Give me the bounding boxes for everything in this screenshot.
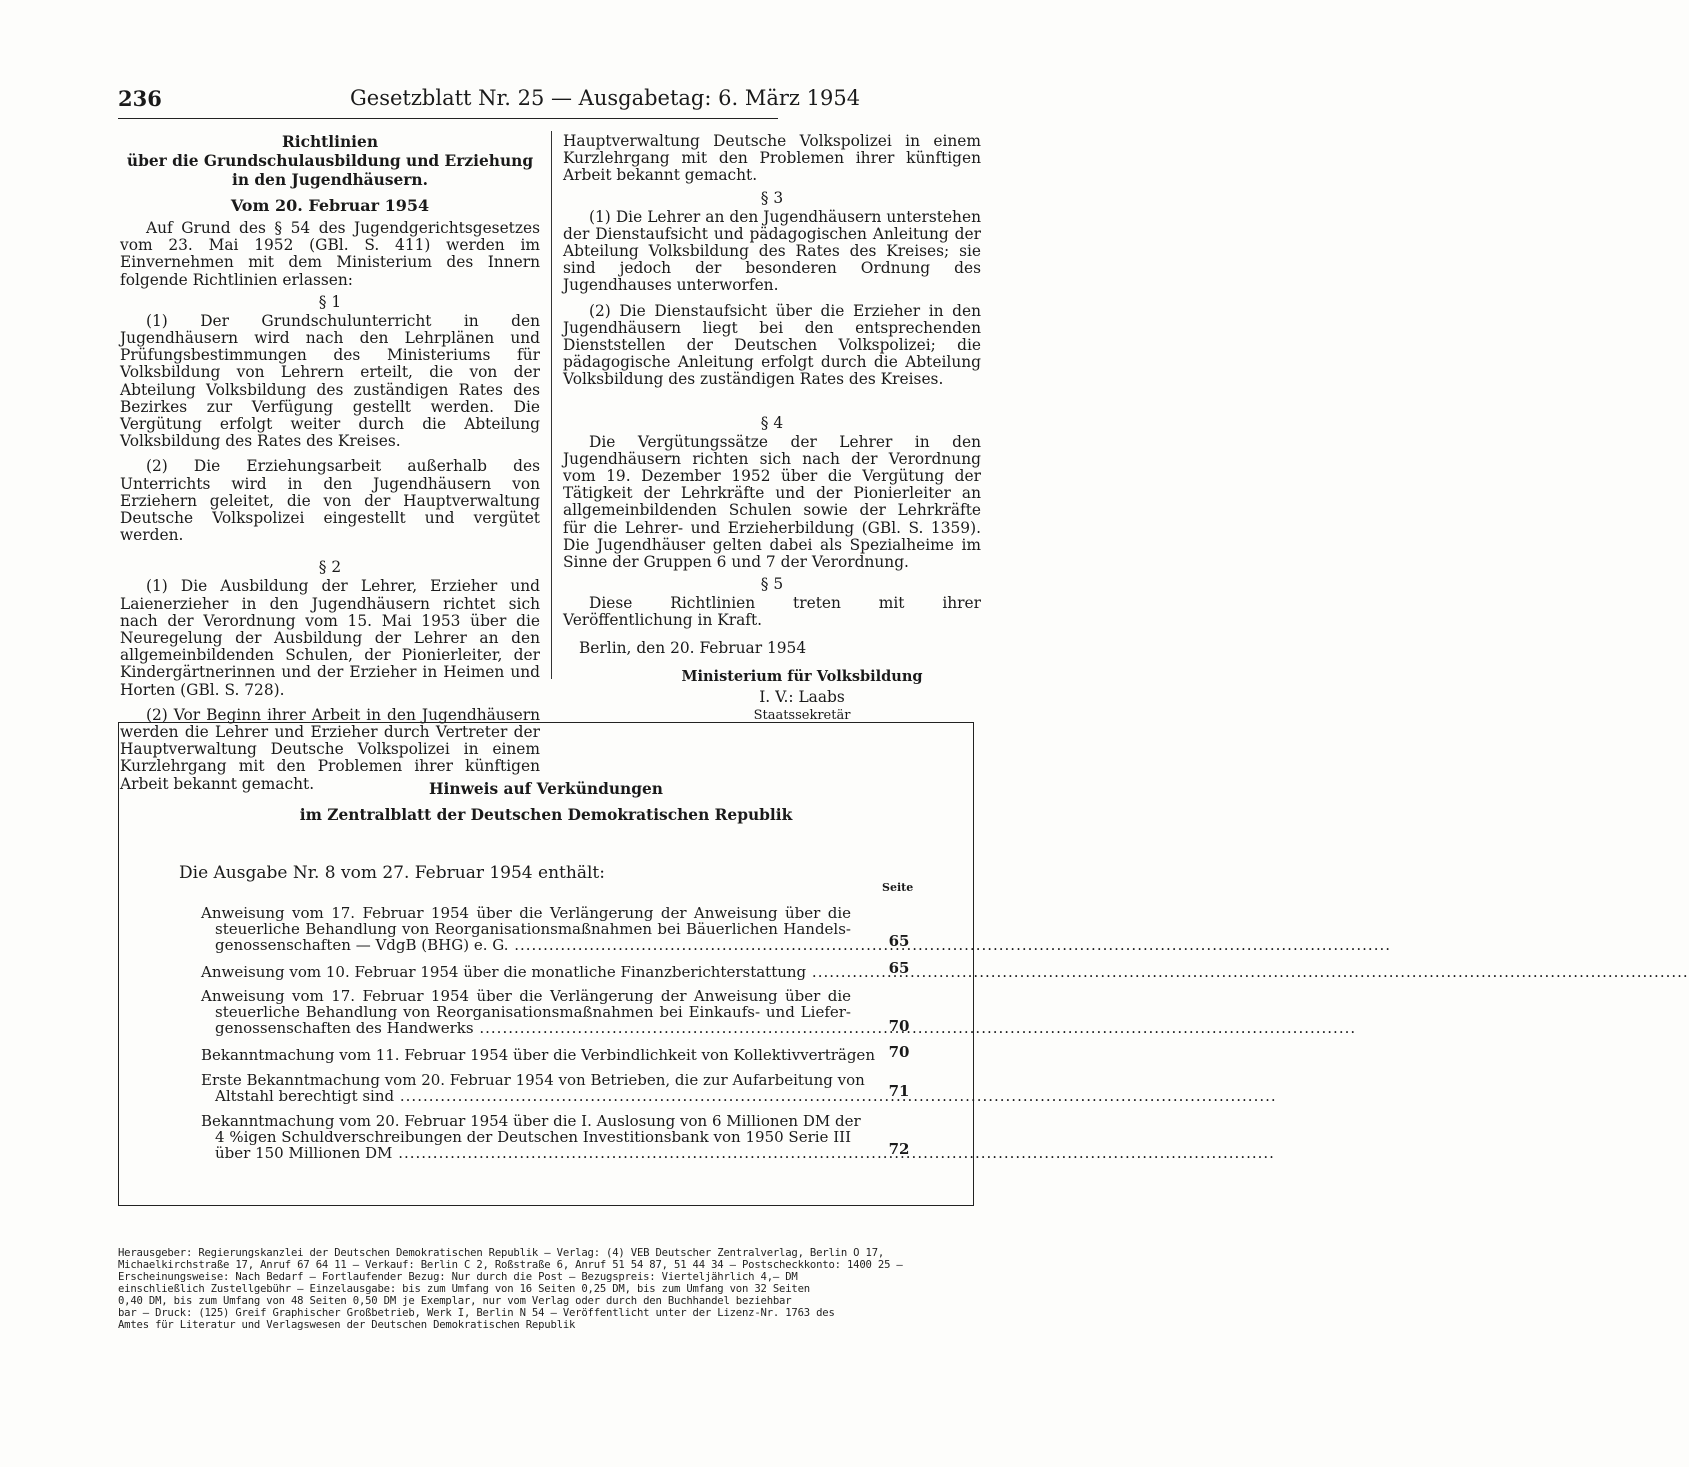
signatory-role: Staatssekretär [753,707,851,723]
toc-page-number: 70 [888,1043,910,1061]
paragraph: (2) Vor Beginn ihrer Arbeit in den Jugendhäusern werden die Lehrer und Erzieher durch Vertreter der Hauptverwaltung Deutsche Volkspolizei in einem Kurzlehrgang mit den Problemen ihrer künftigen Arbeit bekannt gemacht. [120,705,540,793]
section-heading: § 2 [318,558,342,577]
decree-title-line: Richtlinien [281,133,379,151]
toc-entry[interactable] [201,905,851,953]
toc-entry[interactable] [201,1112,861,1162]
place-date: Berlin, den 20. Februar 1954 [579,638,807,657]
decree-title-line: in den Jugendhäusern. [232,171,428,189]
toc-entry[interactable] [201,1071,865,1105]
right-column [563,133,981,725]
toc-entry-line: über 150 Millionen DM ..... [201,1145,851,1161]
toc-entry-line: Erste Bekanntmachung vom 20. Februar 1954 von Betrieben, die zur Aufarbeitung von [201,1071,865,1089]
paragraph: (1) Die Ausbildung der Lehrer, Erzieher und Laienerzieher in den Jugendhäusern richtet sich nach der Verordnung vom 15. Mai 1953 über die Neuregelung der Ausbildung der Lehrer an den allgemeinbildenden Schulen, der Pionierleiter, der Kindergärtnerinnen und der Erzieher in Heimen und Horten (GBl. S. 728). [120,577,540,699]
imprint [118,1247,978,1331]
decree-title-line: über die Grundschulausbildung und Erziehung [126,152,534,170]
toc-page-number: 65 [888,932,910,950]
imprint-line: einschließlich Zustellgebühr — Einzelausgabe: bis zum Umfang von 16 Seiten 0,25 DM, bis zum Umfang von 32 Seiten [118,1283,810,1295]
toc-entry-line: steuerliche Behandlung von Reorganisationsmaßnahmen bei Einkaufs- und Liefer- [215,1003,851,1021]
toc-entry-line: Bekanntmachung vom 20. Februar 1954 über die I. Auslosung von 6 Millionen DM der [201,1112,861,1130]
preamble: Auf Grund des § 54 des Jugendgerichtsgesetzes vom 23. Mai 1952 (GBl. S. 411) werden im Einvernehmen mit dem Ministerium des Innern folgende Richtlinien erlassen: [120,219,540,289]
toc-page-number: 70 [888,1017,910,1035]
column-divider [551,131,552,679]
toc-entry-line: Bekanntmachung vom 11. Februar 1954 über die Verbindlichkeit von Kollektivverträgen [201,1046,875,1064]
section-heading: § 5 [760,575,784,594]
decree-title [120,133,540,190]
imprint-line: bar — Druck: (125) Greif Graphischer Großbetrieb, Werk I, Berlin N 54 — Veröffentlicht unter der Lizenz-Nr. 1763 des [118,1307,835,1319]
paragraph: (2) Die Dienstaufsicht über die Erzieher in den Jugendhäusern liegt bei den entsprechenden Dienststellen der Deutschen Volkspolizei; die pädagogische Anleitung erfolgt durch die Abteilung Volksbildung des zuständigen Rates des Kreises. [563,301,981,389]
toc-page-number: 72 [888,1140,910,1158]
decree-date: Vom 20. Februar 1954 [230,196,430,215]
page-header [118,84,861,119]
signatory-name: I. V.: Laabs [759,687,845,706]
ministry-name: Ministerium für Volksbildung [681,667,923,685]
paragraph: (1) Der Grundschulunterricht in den Jugendhäusern wird nach den Lehrplänen und Prüfungsbestimmungen des Ministeriums für Volksbildung von Lehrern erteilt, die von der Abteilung Volksbildung des zuständigen Rates des Bezirkes zur Verfügung gestellt werden. Die Vergütung erfolgt weiter durch die Abteilung Volksbildung des Rates des Kreises. [120,311,540,451]
paragraph: Diese Richtlinien treten mit ihrer Veröffentlichung in Kraft. [563,594,981,630]
page-number: 236 [118,86,162,111]
signature-block [623,667,981,725]
imprint-line: Amtes für Literatur und Verlagswesen der Deutschen Demokratischen Republik [118,1319,576,1331]
paragraph-continued: Hauptverwaltung Deutsche Volkspolizei in einem Kurzlehrgang mit den Problemen ihrer künftigen Arbeit bekannt gemacht. [563,132,981,185]
notice-subtitle: im Zentralblatt der Deutschen Demokratischen Republik [299,806,793,824]
toc-entry-line: Anweisung vom 17. Februar 1954 über die Verlängerung der Anweisung über die [201,987,851,1005]
section-heading: § 4 [760,413,784,432]
toc-entry-line: 4 %igen Schuldverschreibungen der Deutschen Investitionsbank von 1950 Serie III [215,1128,851,1146]
toc-entry-line: Altstahl berechtigt sind ..... [201,1088,851,1104]
notice-intro: Die Ausgabe Nr. 8 vom 27. Februar 1954 enthält: [179,863,605,883]
left-column [120,133,540,793]
section-heading: § 3 [760,188,784,207]
section-heading: § 1 [318,292,342,311]
toc-entry[interactable] [201,964,851,980]
toc-entry-line: genossenschaften des Handwerks ..... [201,1020,851,1036]
notice-box [118,722,974,1206]
paragraph: Die Vergütungssätze der Lehrer in den Jugendhäusern richten sich nach der Verordnung vom 19. Dezember 1952 über die Vergütung der Tätigkeit der Lehrkräfte und der Pionierleiter an allgemeinbildenden Schulen sowie der Lehrkräfte für die Lehrer- und Erzieherbildung (GBl. S. 1359). Die Jugendhäuser gelten dabei als Spezialheime im Sinne der Gruppen 6 und 7 der Verordnung. [563,432,981,572]
toc-entry-line: steuerliche Behandlung von Reorganisationsmaßnahmen bei Bäuerlichen Handels- [215,920,851,938]
toc-entry[interactable] [201,988,851,1036]
toc-page-number: 65 [888,959,910,977]
imprint-line: 0,40 DM, bis zum Umfang von 48 Seiten 0,50 DM je Exemplar, nur vom Verlag oder durch den Buchhandel beziehbar [118,1295,792,1307]
toc-entry-line: Anweisung vom 17. Februar 1954 über die Verlängerung der Anweisung über die [201,904,851,922]
paragraph: (1) Die Lehrer an den Jugendhäusern unterstehen der Dienstaufsicht und pädagogischen Anleitung der Abteilung Volksbildung des Rates des Kreises; sie sind jedoch der besonderen Ordnung des Jugendhauses unterworfen. [563,207,981,295]
toc-entry[interactable] [201,1046,875,1064]
imprint-line: Michaelkirchstraße 17, Anruf 67 64 11 — Verkauf: Berlin C 2, Roßstraße 6, Anruf 51 54 87, 51 44 34 — Postscheckkonto: 1400 25 — [118,1259,903,1271]
page-column-label: Seite [882,881,914,894]
imprint-line: Erscheinungsweise: Nach Bedarf — Fortlaufender Bezug: Nur durch die Post — Bezugspreis: Vierteljährlich 4,— DM [118,1271,798,1283]
toc-entry-line: genossenschaften — VdgB (BHG) e. G. ..... [201,937,851,953]
imprint-line: Herausgeber: Regierungskanzlei der Deutschen Demokratischen Republik — Verlag: (4) VEB Deutscher Zentralverlag, Berlin O 17, [118,1247,885,1259]
issue-title: Gesetzblatt Nr. 25 — Ausgabetag: 6. März 1954 [350,86,861,110]
paragraph: (2) Die Erziehungsarbeit außerhalb des Unterrichts wird in den Jugendhäusern von Erziehern geleitet, die von der Hauptverwaltung Deutsche Volkspolizei eingestellt und vergütet werden. [120,457,540,545]
toc-page-number: 71 [888,1082,910,1100]
toc-entry-line: Anweisung vom 10. Februar 1954 über die monatliche Finanzberichterstattung ..... [201,964,851,980]
notice-title: Hinweis auf Verkündungen [429,780,663,798]
